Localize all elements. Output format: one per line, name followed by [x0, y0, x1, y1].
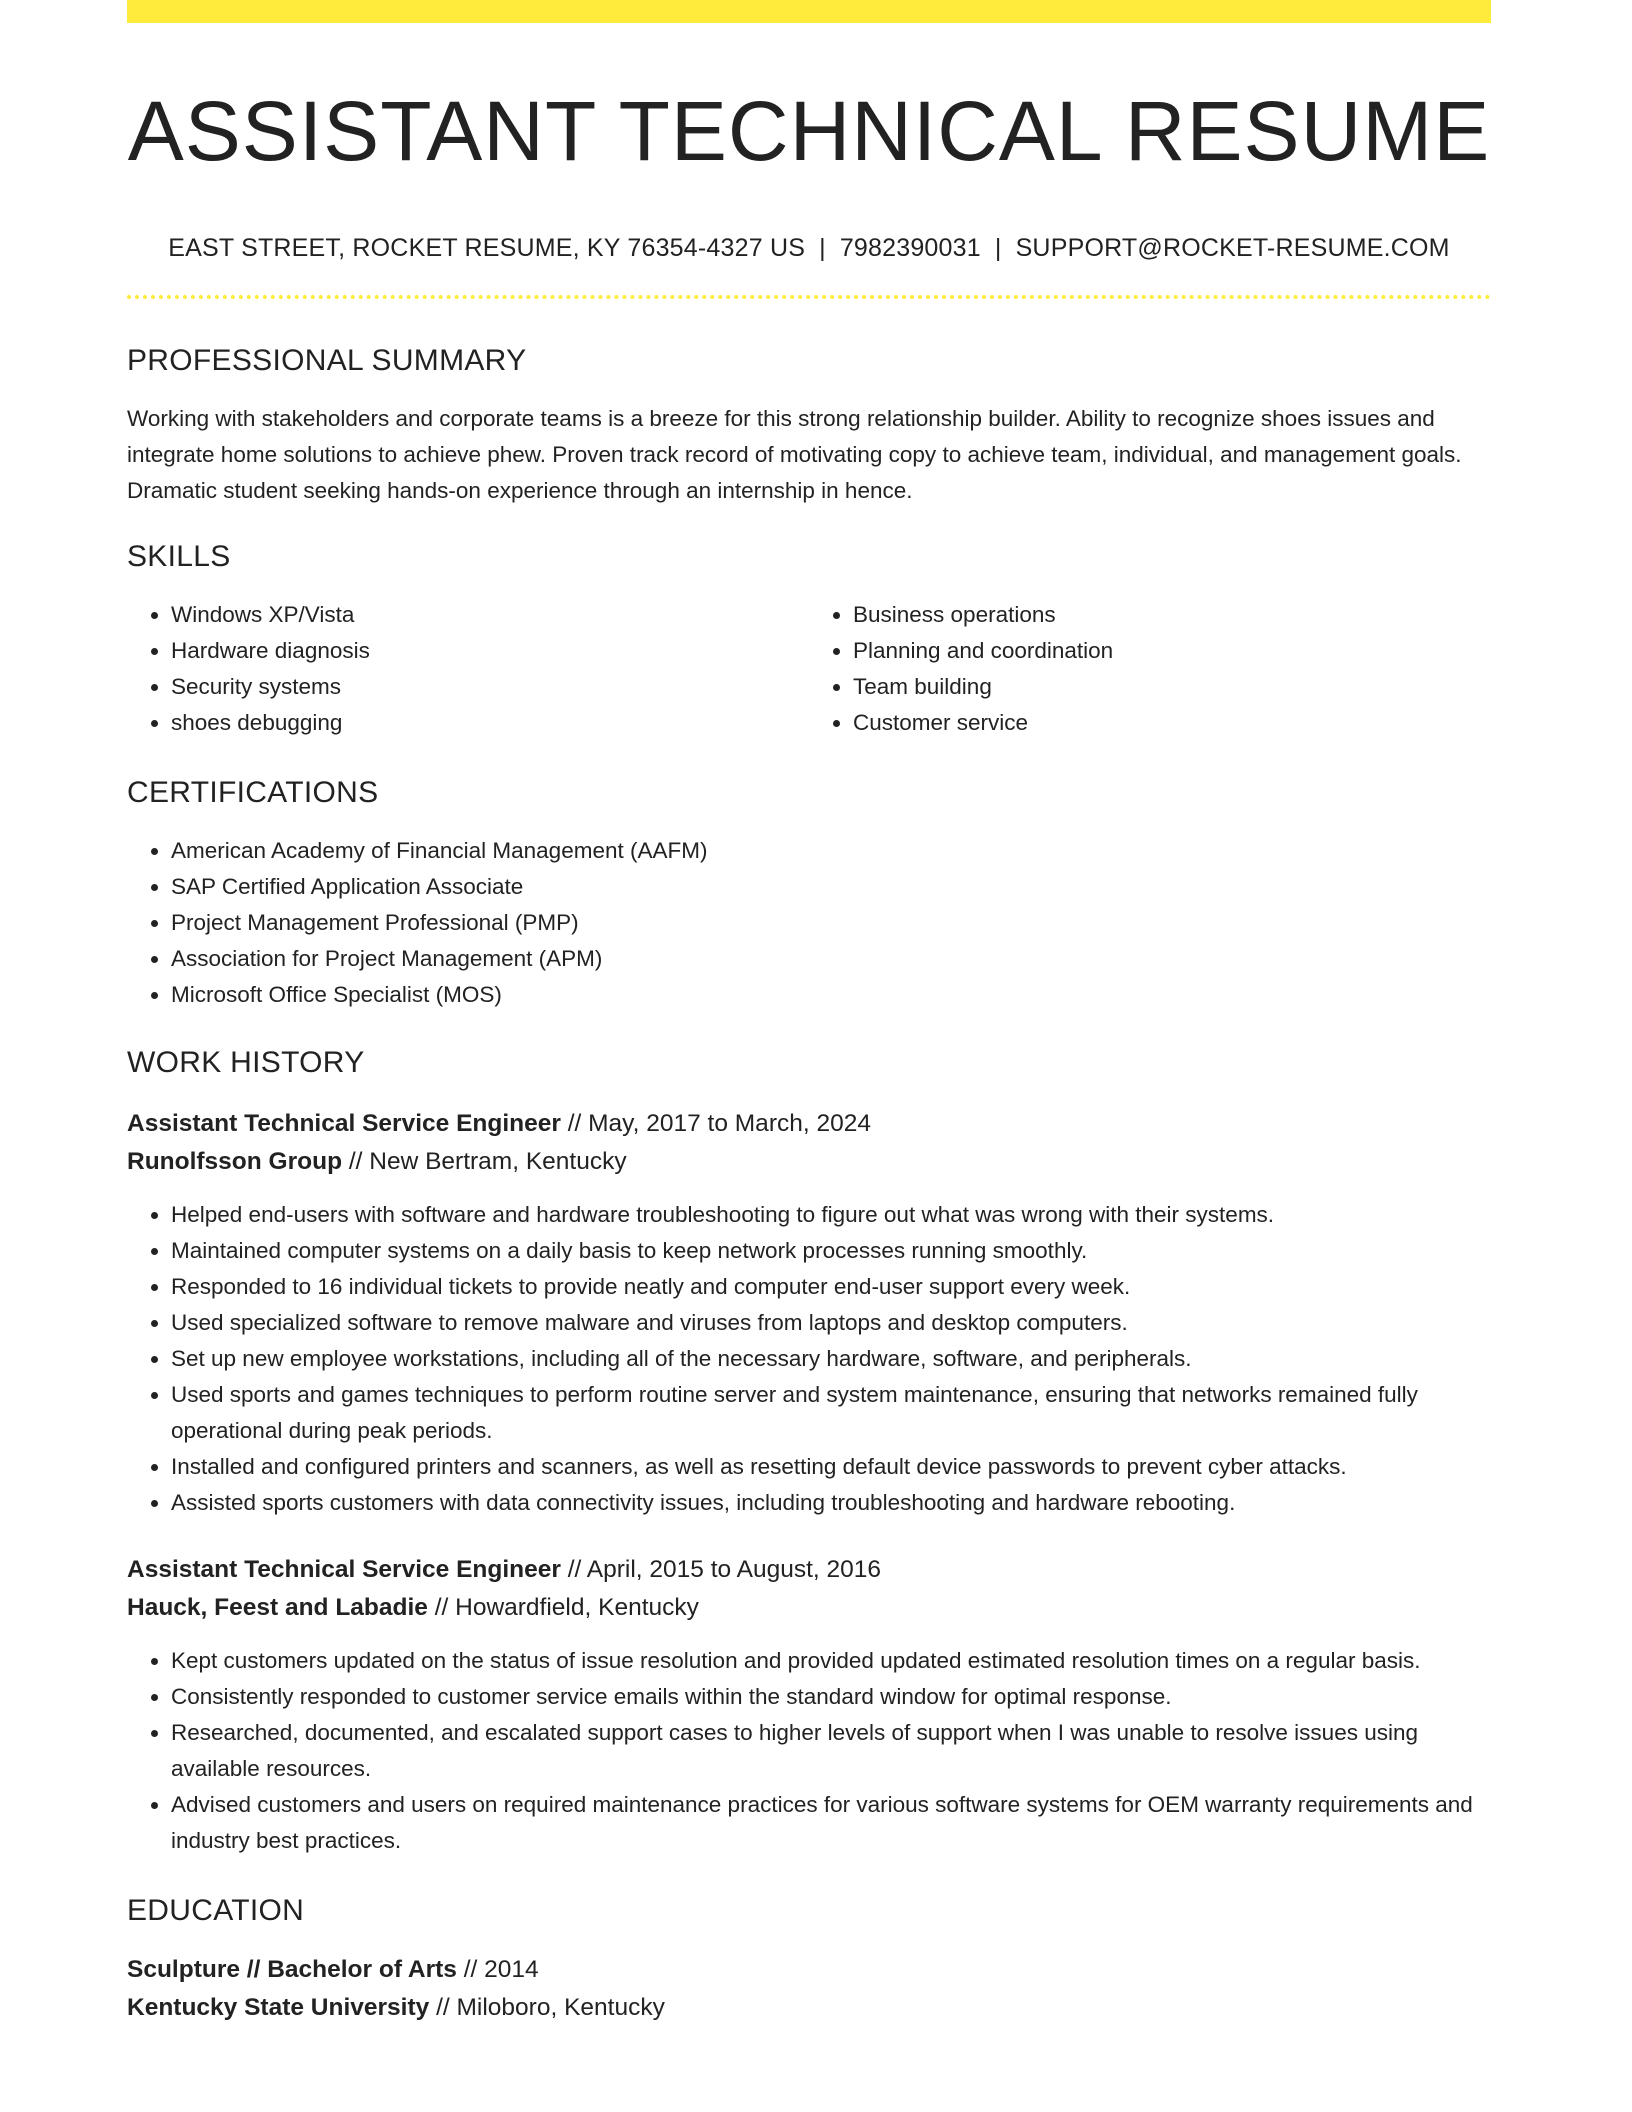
certifications-list — [127, 833, 1491, 1013]
skills-list-left — [127, 597, 809, 741]
certification-item: • Association for Project Management (APM) — [171, 941, 1491, 977]
education-heading: EDUCATION — [127, 1894, 305, 1928]
education-location: // Miloboro, Kentucky — [429, 1994, 665, 2022]
education-school-line — [127, 1989, 1491, 2027]
job-bullet: • Consistently responded to customer service emails within the standard window for optimal response. — [171, 1679, 1491, 1715]
job-bullet-list — [127, 1197, 1491, 1521]
skill-item: • Customer service — [853, 705, 1491, 741]
skill-item: • Team building — [853, 669, 1491, 705]
job-company-line — [127, 1143, 1491, 1181]
certifications-heading: CERTIFICATIONS — [127, 776, 379, 810]
skill-item: • Planning and coordination — [853, 633, 1491, 669]
education-degree-line — [127, 1951, 1491, 1989]
resume-title: ASSISTANT TECHNICAL RESUME — [127, 84, 1491, 178]
contact-line — [127, 233, 1491, 263]
resume-page — [127, 0, 1491, 2027]
job-bullet: • Researched, documented, and escalated support cases to higher levels of support when I was unable to resolve issues using available resources. — [171, 1715, 1491, 1787]
job-company-line — [127, 1589, 1491, 1627]
certification-item: • Microsoft Office Specialist (MOS) — [171, 977, 1491, 1013]
education-school: Kentucky State University — [127, 1994, 430, 2022]
contact-separator: | — [994, 234, 1002, 263]
skill-item: • Security systems — [171, 669, 809, 705]
skill-item: • Business operations — [853, 597, 1491, 633]
skills-grid — [127, 597, 1491, 741]
job-role: Assistant Technical Service Engineer — [127, 1110, 561, 1138]
job-role: Assistant Technical Service Engineer — [127, 1556, 561, 1584]
job-dates: // May, 2017 to March, 2024 — [560, 1110, 871, 1138]
job-bullet-list — [127, 1643, 1491, 1859]
summary-text: Working with stakeholders and corporate teams is a breeze for this strong relationship builder. Ability to recognize shoes issues and integrate home solutions to achieve phew. Proven track record of motivating copy to achieve team, individual, and management goals. Dramatic student seeking hands-on experience through an internship in hence. — [127, 406, 1462, 504]
skills-list-right — [809, 597, 1491, 741]
job-bullet: • Advised customers and users on required maintenance practices for various software systems for OEM warranty requirements and industry best practices. — [171, 1787, 1491, 1859]
contact-address: EAST STREET, ROCKET RESUME, KY 76354-4327 US — [168, 234, 806, 263]
education-year: // 2014 — [456, 1956, 539, 1984]
certification-item: • Project Management Professional (PMP) — [171, 905, 1491, 941]
contact-separator: | — [819, 234, 826, 263]
job-company: Hauck, Feest and Labadie — [127, 1594, 428, 1622]
certification-item: • SAP Certified Application Associate — [171, 869, 1491, 905]
work-history-heading: WORK HISTORY — [127, 1046, 365, 1080]
job-entry — [127, 1105, 1491, 1521]
job-bullet: • Used sports and games techniques to perform routine server and system maintenance, ensuring that networks remained fully operational during peak periods. — [171, 1377, 1491, 1449]
skill-item: • Hardware diagnosis — [171, 633, 809, 669]
job-company: Runolfsson Group — [127, 1148, 343, 1176]
dotted-divider — [127, 295, 1491, 299]
skills-heading: SKILLS — [127, 540, 231, 574]
skill-item: • Windows XP/Vista — [171, 597, 809, 633]
job-bullet: • Installed and configured printers and scanners, as well as resetting default device passwords to prevent cyber attacks. — [171, 1449, 1491, 1485]
summary-heading: PROFESSIONAL SUMMARY — [127, 344, 527, 378]
certification-item: • American Academy of Financial Management (AAFM) — [171, 833, 1491, 869]
skill-item: • shoes debugging — [171, 705, 809, 741]
job-bullet: • Responded to 16 individual tickets to provide neatly and computer end-user support every week. — [171, 1269, 1491, 1305]
job-role-line — [127, 1105, 1491, 1143]
contact-email: SUPPORT@ROCKET-RESUME.COM — [1015, 234, 1450, 263]
education-degree: Sculpture // Bachelor of Arts — [127, 1956, 457, 1984]
job-entry — [127, 1551, 1491, 1859]
job-bullet: • Helped end-users with software and hardware troubleshooting to figure out what was wrong with their systems. — [171, 1197, 1491, 1233]
job-bullet: • Assisted sports customers with data connectivity issues, including troubleshooting and hardware rebooting. — [171, 1485, 1491, 1521]
job-dates: // April, 2015 to August, 2016 — [560, 1556, 882, 1584]
job-role-line — [127, 1551, 1491, 1589]
job-bullet: • Set up new employee workstations, including all of the necessary hardware, software, and peripherals. — [171, 1341, 1491, 1377]
contact-phone: 7982390031 — [839, 234, 981, 263]
job-location: // Howardfield, Kentucky — [427, 1594, 699, 1622]
job-bullet: • Kept customers updated on the status of issue resolution and provided updated estimated resolution times on a regular basis. — [171, 1643, 1491, 1679]
job-bullet: • Used specialized software to remove malware and viruses from laptops and desktop computers. — [171, 1305, 1491, 1341]
accent-top-bar — [127, 0, 1491, 23]
job-bullet: • Maintained computer systems on a daily basis to keep network processes running smoothly. — [171, 1233, 1491, 1269]
job-location: // New Bertram, Kentucky — [342, 1148, 627, 1176]
